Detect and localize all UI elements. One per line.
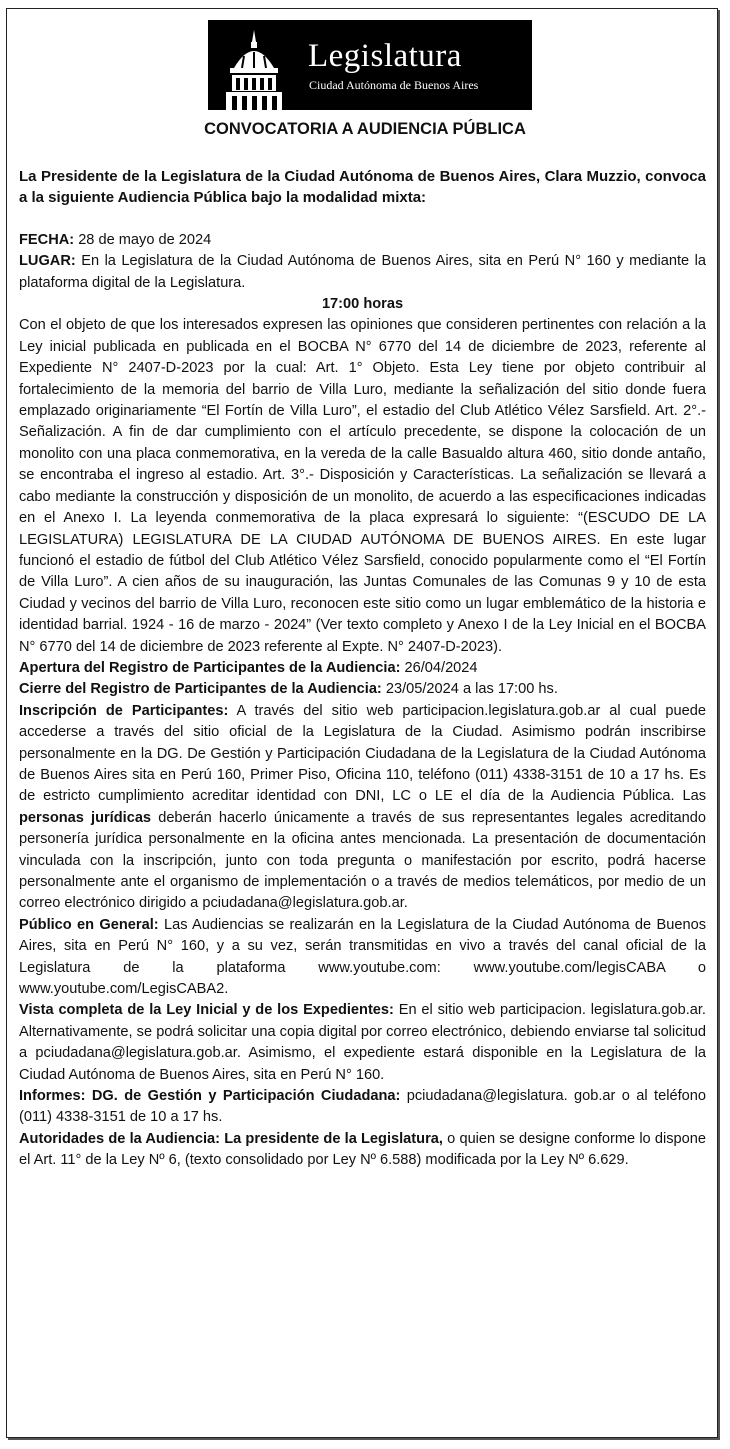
lugar-value: En la Legislatura de la Ciudad Autónoma de Buenos Aires, sita en Perú N° 160 y mediante la plataforma digital de la Legislatura. (19, 253, 706, 291)
inscripcion-paragraph (19, 701, 706, 915)
inscripcion-label: Inscripción de Participantes: (19, 702, 229, 719)
lugar-label: LUGAR: (19, 253, 76, 270)
intro-paragraph: La Presidente de la Legislatura de la Ciudad Autónoma de Buenos Aires, Clara Muzzio, convoca a la siguiente Audiencia Pública bajo la modalidad mixta: (19, 168, 706, 207)
apertura-label: Apertura del Registro de Participantes de la Audiencia: (19, 659, 401, 676)
apertura-value: 26/04/2024 (400, 659, 478, 676)
legislatura-logo (208, 20, 532, 110)
autoridades-label: Autoridades de la Audiencia: La presidente de la Legislatura, (19, 1130, 443, 1147)
fecha-line (19, 230, 706, 251)
cierre-line (19, 679, 706, 700)
informes-text: pciudadana@legislatura. gob.ar o al teléfono (011) 4338-3151 de 10 a 17 hs. (19, 1088, 706, 1126)
inscripcion-text-2: deberán hacerlo únicamente a través de sus representantes legales acreditando personería jurídica personalmente en la oficina antes mencionada. La presentación de documentación vinculada con la inscripción, junto con toda pregunta o manifestación por escrito, podrá hacerse personalmente ante el organismo de implementación o a través de medios telemáticos, por medio de un correo electrónico dirigido a pciudadana@legislatura.gob.ar. (19, 809, 706, 912)
publico-label: Público en General: (19, 916, 159, 933)
logo-subtitle: Ciudad Autónoma de Buenos Aires (309, 78, 479, 92)
vista-label: Vista completa de la Ley Inicial y de los Expedientes: (19, 1002, 394, 1019)
page-title: CONVOCATORIA A AUDIENCIA PÚBLICA (204, 120, 526, 138)
logo-title: Legislatura (308, 38, 462, 74)
inscripcion-text-1: A través del sitio web participacion.legislatura.gob.ar al cual puede accederse a través del sitio oficial de la Legislatura de la Ciudad. Asimismo podrán inscribirse personalmente en la DG. De Gestión y Participación Ciudadana de la Legislatura de la Ciudad Autónoma de Buenos Aires sita en Perú 160, Primer Piso, Oficina 110, teléfono (011) 4338-3151 de 10 a 17 hs. Es de estricto cumplimiento acreditar identidad con DNI, LC o LE el día de la Audiencia Pública. Las (19, 702, 706, 805)
fecha-value: 28 de mayo de 2024 (74, 231, 212, 248)
informes-paragraph (19, 1086, 706, 1129)
vista-text: En el sitio web participacion. legislatura.gob.ar. Alternativamente, se podrá solicitar una copia digital por correo electrónico, debiendo enviarse tal solicitud a pciudadana@legislatura.gob.ar. Asimismo, el expediente estará disponible en la Legislatura de la Ciudad Autónoma de Buenos Aires, sita en Perú N° 160. (19, 1002, 706, 1083)
lugar-line (19, 251, 706, 294)
autoridades-paragraph (19, 1129, 706, 1172)
vista-paragraph (19, 1000, 706, 1086)
objeto-paragraph: Con el objeto de que los interesados expresen las opiniones que consideren pertinentes con relación a la Ley inicial publicada en publicada en el BOCBA N° 6770 del 14 de diciembre de 2023, referente al Expediente N° 2407-D-2023 por la cual: Art. 1° Objeto. Esta Ley tiene por objeto contribuir al fortalecimiento de la memoria del barrio de Villa Luro, mediante la señalización del sitio donde fuera emplazado originariamente “El Fortín de Villa Luro”, el estadio del Club Atlético Vélez Sarsfield. Art. 2°.- Señalización. A fin de dar cumplimiento con el artículo precedente, se dispone la colocación de un monolito con una placa conmemorativa, en la vereda de la calle Basualdo altura 460, sitio donde antaño, se encontraba el ingreso al estadio. Art. 3°.- Disposición y Características. La señalización se llevará a cabo mediante la construcción y disposición de un monolito, de acuerdo a las especificaciones indicadas en el Anexo I. La leyenda conmemorativa de la placa expresará lo siguiente: “(ESCUDO DE LA LEGISLATURA) LEGISLATURA DE LA CIUDAD AUTÓNOMA DE BUENOS AIRES. En este lugar funcionó el estadio de fútbol del Club Atlético Vélez Sarsfield, conocido popularmente como el “El Fortín de Villa Luro”. A cien años de su inauguración, las Juntas Comunales de las Comunas 9 y 10 de esta Ciudad y vecinos del barrio de Villa Luro, reconocen este sitio como un lugar emblemático de la historia e identidad barrial. 1924 - 16 de marzo - 2024” (Ver texto completo y Anexo I de la Ley Inicial en el BOCBA N° 6770 del 14 de diciembre de 2023 referente al Expte. N° 2407-D-2023). (19, 317, 706, 655)
personas-juridicas-label: personas jurídicas (19, 809, 152, 826)
autoridades-text: o quien se designe conforme lo dispone el Art. 11° de la Ley Nº 6, (texto consolidado por Ley Nº 6.588) modificada por la Ley Nº 6.629. (19, 1130, 706, 1169)
notice-body (19, 166, 706, 1172)
apertura-line (19, 658, 706, 679)
hora-line: 17:00 horas (321, 296, 404, 313)
publico-text: Las Audiencias se realizarán en la Legislatura de la Ciudad Autónoma de Buenos Aires, sita en Perú N° 160, y a su vez, serán transmitidas en vivo a través del canal oficial de la Legislatura de la plataforma www.youtube.com: www.youtube.com/legisCABA o www.youtube.com/LegisCABA2. (19, 916, 706, 998)
dome-icon (222, 28, 286, 110)
fecha-label: FECHA: (19, 231, 75, 248)
informes-label: Informes: DG. de Gestión y Participación Ciudadana: (19, 1088, 401, 1105)
publico-paragraph (19, 915, 706, 1001)
cierre-value: 23/05/2024 a las 17:00 hs. (381, 681, 558, 698)
cierre-label: Cierre del Registro de Participantes de la Audiencia: (19, 681, 382, 698)
